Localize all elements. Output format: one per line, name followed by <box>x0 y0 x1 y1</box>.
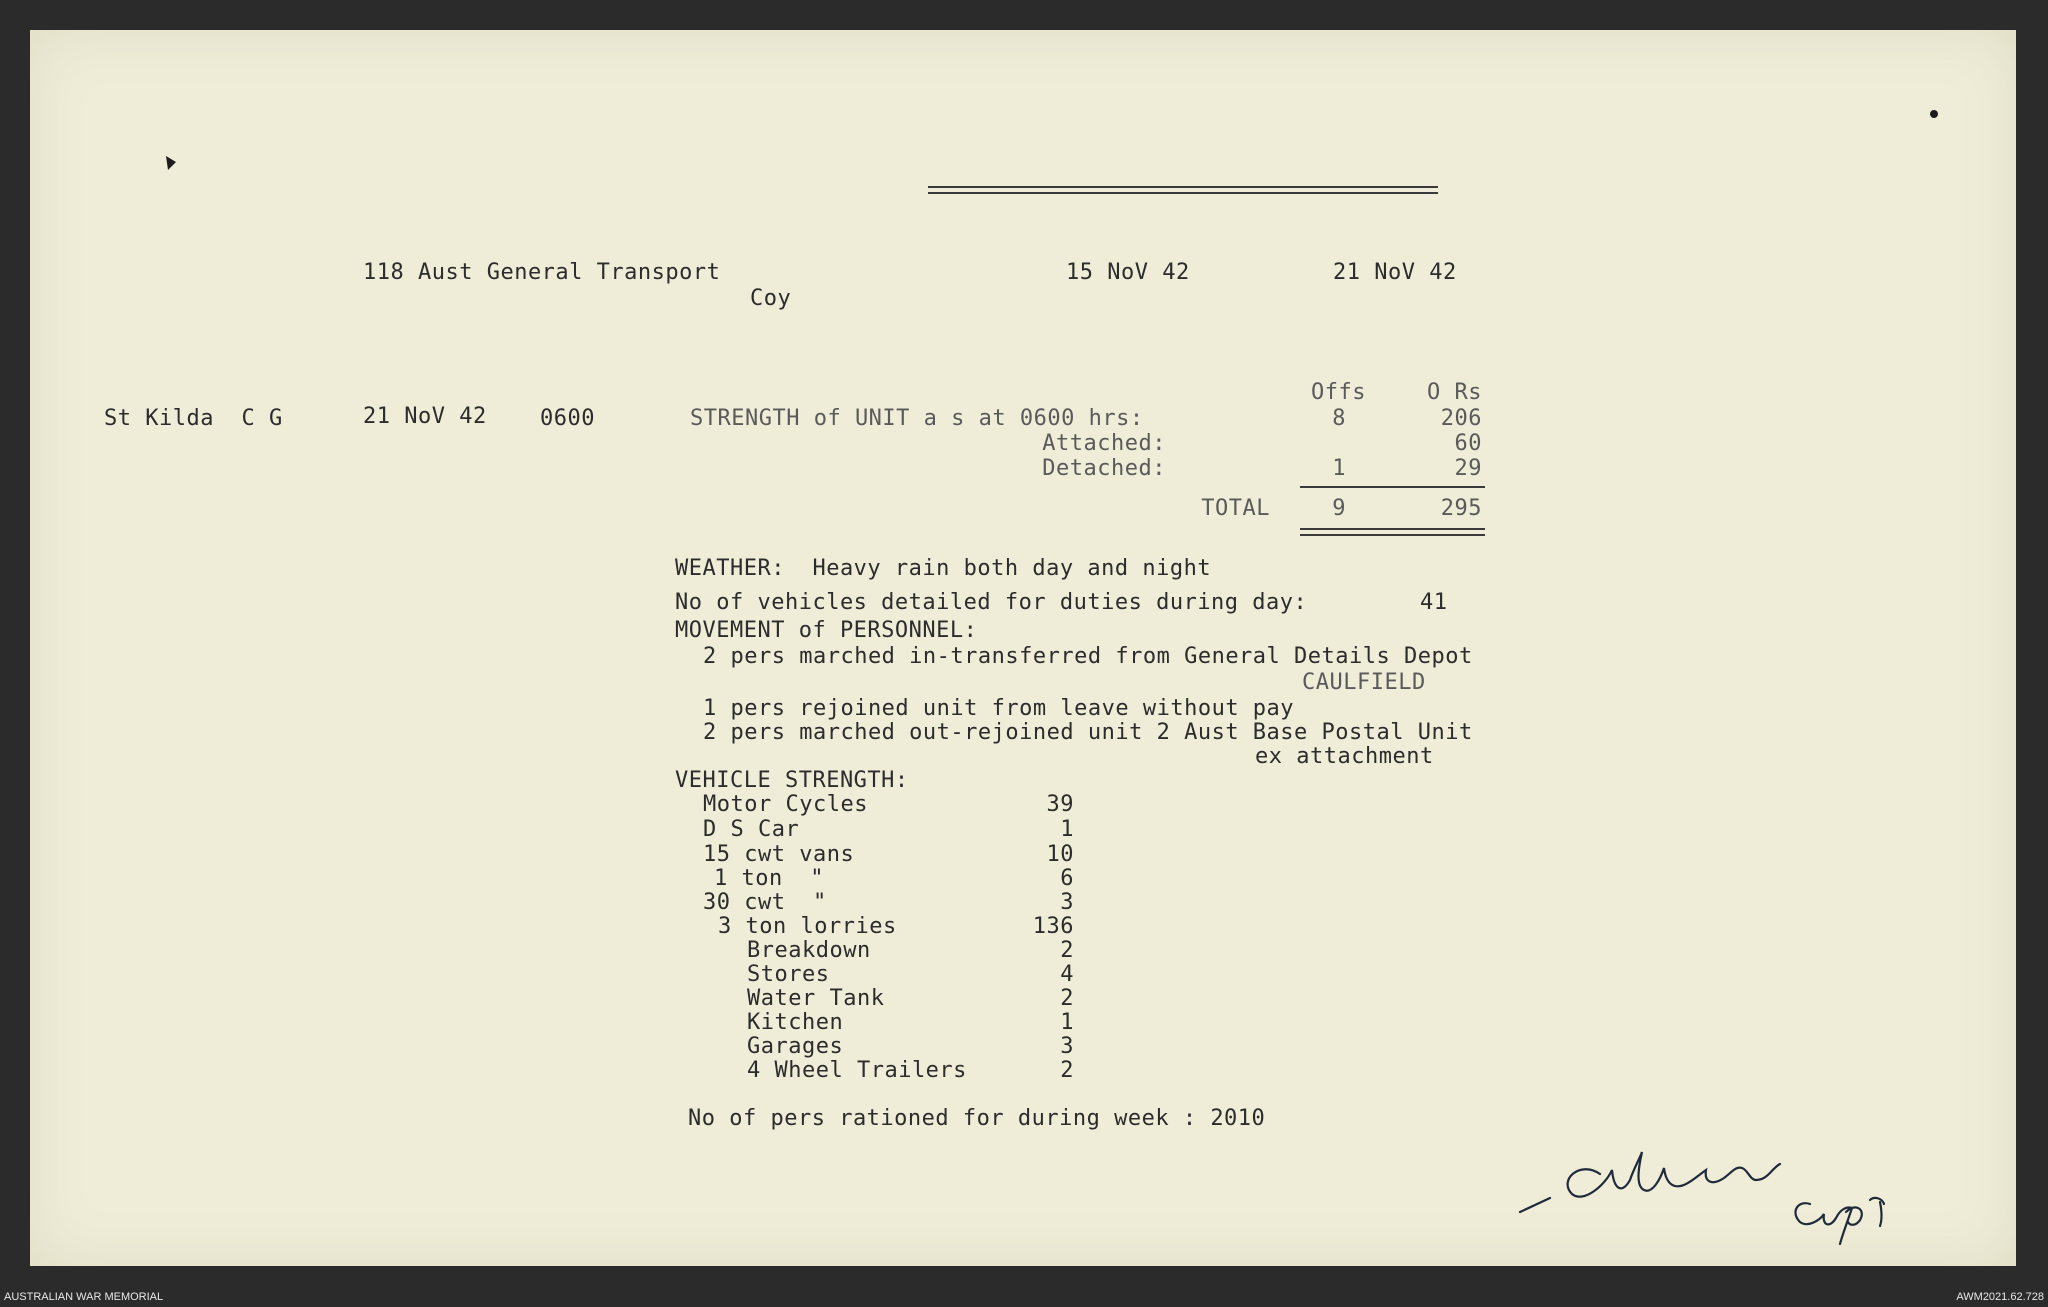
vehicle-count: 3 <box>1060 890 1074 915</box>
vehicle-count: 2 <box>1060 986 1074 1011</box>
punch-hole-left <box>162 154 182 174</box>
vehicle-count: 2 <box>1060 938 1074 963</box>
movement-line-2: 1 pers rejoined unit from leave without pay <box>703 696 1295 721</box>
entry-date: 21 NoV 42 <box>363 404 487 429</box>
vehicle-count: 6 <box>1060 866 1074 891</box>
document-page <box>30 30 2016 1266</box>
vehicle-count: 1 <box>1060 1010 1074 1035</box>
total-offs: 9 <box>1332 496 1346 521</box>
footer-right: AWM2021.62.728 <box>1956 1291 2044 1303</box>
vehicle-name: 15 cwt vans <box>703 842 855 867</box>
strength-label: STRENGTH of UNIT a s at 0600 hrs: <box>690 406 1144 431</box>
detached-label: Detached: <box>1042 456 1166 481</box>
movement-line-3: 2 pers marched out-rejoined unit 2 Aust Base Postal Unit <box>703 720 1473 745</box>
to-date: 21 NoV 42 <box>1333 260 1457 285</box>
vehicle-name: Garages <box>747 1034 844 1059</box>
movement-line-3b: ex attachment <box>1255 744 1434 769</box>
movement-line-1: 2 pers marched in-transferred from General Details Depot <box>703 644 1473 669</box>
vehicle-count: 10 <box>1046 842 1074 867</box>
rationed-line: No of pers rationed for during week : 2010 <box>688 1106 1266 1131</box>
place: St Kilda C G <box>104 406 283 431</box>
vehicle-name: Water Tank <box>747 986 885 1011</box>
unit-name-continued: Coy <box>750 286 792 311</box>
unit-name: 118 Aust General Transport <box>363 260 721 285</box>
col-ors-header: O Rs <box>1427 380 1482 405</box>
handwritten-signature <box>1510 1140 1930 1250</box>
vehicle-name: 30 cwt " <box>703 890 827 915</box>
vehicle-count: 3 <box>1060 1034 1074 1059</box>
vehicle-name: D S Car <box>703 817 800 842</box>
from-date: 15 NoV 42 <box>1066 260 1190 285</box>
vehicle-name: Breakdown <box>747 938 871 963</box>
movement-heading: MOVEMENT of PERSONNEL: <box>675 618 978 643</box>
vehicle-name: 4 Wheel Trailers <box>747 1058 967 1083</box>
detached-ors: 29 <box>1454 456 1482 481</box>
vehicle-count: 136 <box>1032 914 1074 939</box>
attached-label: Attached: <box>1042 431 1166 456</box>
vehicle-name: Kitchen <box>747 1010 844 1035</box>
total-ors: 295 <box>1440 496 1482 521</box>
punch-hole-right <box>1926 106 1942 122</box>
vehicle-count: 1 <box>1060 817 1074 842</box>
vehicle-count: 39 <box>1046 792 1074 817</box>
total-rule <box>1300 486 1485 488</box>
detached-offs: 1 <box>1332 456 1346 481</box>
header-rule <box>928 186 1438 194</box>
entry-time: 0600 <box>540 406 595 431</box>
vehicle-name: 3 ton lorries <box>718 914 897 939</box>
col-offs-header: Offs <box>1311 380 1366 405</box>
vehicles-detailed-label: No of vehicles detailed for duties during day: <box>675 590 1308 615</box>
vehicle-count: 4 <box>1060 962 1074 987</box>
weather: WEATHER: Heavy rain both day and night <box>675 556 1212 581</box>
vehicle-count: 2 <box>1060 1058 1074 1083</box>
movement-line-1b: CAULFIELD <box>1302 670 1426 695</box>
vehicle-strength-heading: VEHICLE STRENGTH: <box>675 768 909 793</box>
vehicle-name: 1 ton " <box>714 866 824 891</box>
strength-offs: 8 <box>1332 406 1346 431</box>
vehicles-detailed-value: 41 <box>1420 590 1448 615</box>
total-double-rule <box>1300 528 1485 536</box>
total-label: TOTAL <box>1201 496 1270 521</box>
vehicle-name: Motor Cycles <box>703 792 868 817</box>
strength-ors: 206 <box>1440 406 1482 431</box>
attached-ors: 60 <box>1454 431 1482 456</box>
vehicle-name: Stores <box>747 962 830 987</box>
footer-left: AUSTRALIAN WAR MEMORIAL <box>4 1291 164 1303</box>
